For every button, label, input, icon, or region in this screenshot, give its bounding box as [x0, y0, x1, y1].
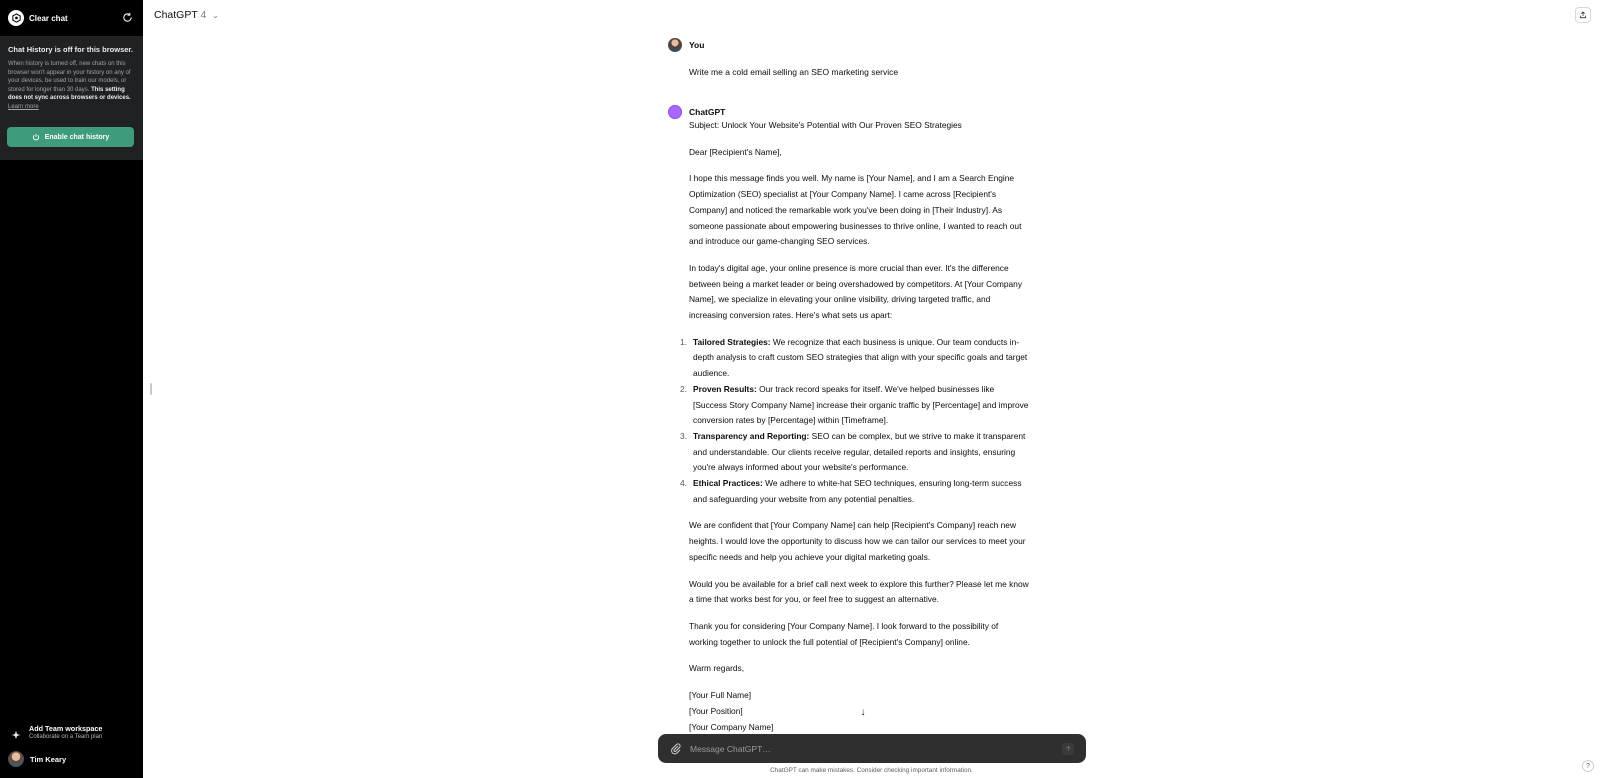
user-name: Tim Keary [30, 754, 67, 764]
openai-logo-icon [8, 10, 24, 26]
enable-chat-history-button[interactable] [7, 127, 134, 147]
email-paragraph: I hope this message finds you well. My name is [Your Name], and I am a Search Engine Optimization (SEO) specialist at [Your Company Name]. I came across [Recipient's Company] and noticed the remarkable work you've been doing in [Their Industry]. As someone passionate about empowering businesses to thrive online, I wanted to reach out and introduce our game-changing SEO services. [689, 173, 1022, 247]
history-notice-body: When history is turned off, new chats on this browser won't appear in your history on any of your devices, be used to train our models, or stored for longer than 30 days. [8, 61, 131, 93]
conversation [668, 37, 1029, 732]
sidebar [0, 0, 143, 778]
refresh-icon[interactable] [122, 12, 133, 23]
email-paragraph: We are confident that [Your Company Name] can help [Recipient's Company] reach new heights. I would love the opportunity to discuss how we can tailor our services to meet your specific needs and help you achieve your digital marketing goals. [689, 520, 1026, 562]
arrow-down-icon[interactable]: ↓ [860, 706, 866, 718]
assistant-message [668, 104, 1029, 732]
top-bar [143, 0, 1600, 30]
send-arrow-icon [1065, 745, 1072, 752]
new-chat-label[interactable]: Clear chat [29, 13, 68, 23]
model-selector[interactable] [154, 9, 219, 21]
send-button[interactable] [1062, 743, 1074, 755]
sidebar-resize-handle[interactable] [150, 383, 152, 395]
history-notice-title: Chat History is off for this browser. [8, 45, 134, 54]
list-item [680, 335, 1029, 382]
list-item-title: Ethical Practices: [693, 478, 763, 489]
signature-name: [Your Full Name] [689, 690, 752, 701]
model-version: 4 [200, 9, 207, 21]
assistant-avatar [668, 105, 682, 119]
list-number: 4. [680, 478, 687, 489]
assistant-message-header [668, 104, 1028, 119]
email-greeting: Dear [Recipient's Name], [689, 146, 782, 157]
list-item-title: Transparency and Reporting: [693, 430, 810, 441]
list-item-text: We adhere to white-hat SEO techniques, ensuring long-term success and safeguarding your website from any potential penalties. [693, 478, 1022, 504]
team-workspace-title: Add Team workspace [29, 724, 103, 733]
add-team-workspace[interactable] [8, 724, 102, 740]
user-avatar [8, 751, 24, 767]
list-number: 2. [680, 383, 687, 394]
email-subject: Subject: Unlock Your Website's Potential with Our Proven SEO Strategies [689, 120, 962, 130]
team-workspace-subtitle: Collaborate on a Team plan [29, 734, 103, 740]
user-menu[interactable] [8, 751, 66, 767]
sparkle-icon [11, 730, 21, 740]
list-item [680, 382, 1029, 429]
email-paragraph: In today's digital age, your online presence is more crucial than ever. It's the difference between being a market leader or being overshadowed by competitors. At [Your Company Name], we specialize in elevating your online visibility, driving targeted traffic, and increasing conversion rates. Here's what sets us apart: [689, 262, 1023, 321]
share-button[interactable] [1575, 7, 1591, 23]
model-name: ChatGPT [154, 9, 198, 21]
list-item-text: We recognize that each business is unique. Our team conducts in-depth analysis to craft custom SEO strategies that align with your specific goals and target audience. [693, 336, 1028, 379]
signature-position: [Your Position] [689, 705, 743, 716]
list-item-title: Proven Results: [693, 383, 757, 394]
list-item-text: Our track record speaks for itself. We've helped businesses like [Success Story Company Name] increase their organic traffic by [Percentage] and improve conversion rates by [Percentage] within [Timeframe]. [693, 383, 1029, 426]
assistant-author: ChatGPT [689, 106, 726, 117]
email-closing: Warm regards, [689, 663, 745, 674]
user-message: Write me a cold email selling an SEO marketing service [689, 67, 899, 77]
signature-company: [Your Company Name] [689, 721, 774, 732]
list-number: 1. [680, 336, 687, 347]
chevron-down-icon: ⌄ [212, 11, 219, 20]
assistant-message-body [680, 118, 1029, 735]
new-chat-row[interactable] [0, 0, 143, 36]
power-icon [32, 133, 40, 141]
message-input[interactable] [690, 744, 1062, 754]
email-paragraph: Thank you for considering [Your Company Name]. I look forward to the possibility of working together to unlock the full potential of [Recipient's Company] online. [689, 620, 999, 647]
user-message-header [668, 37, 1028, 52]
disclaimer: ChatGPT can make mistakes. Consider checking important information. [770, 767, 973, 774]
history-notice-text [8, 60, 135, 112]
enable-chat-history-label: Enable chat history [44, 133, 110, 141]
learn-more-link[interactable]: Learn more [8, 103, 39, 110]
user-message-avatar [668, 38, 682, 52]
user-author: You [689, 39, 705, 50]
email-list [680, 335, 1029, 508]
list-item [680, 476, 1029, 507]
list-number: 3. [680, 430, 687, 441]
message-composer [658, 734, 1086, 763]
email-paragraph: Would you be available for a brief call next week to explore this further? Please let me know a time that works best for you, or feel free to suggest an alternative. [689, 578, 1029, 605]
list-item-text: SEO can be complex, but we strive to make it transparent and understandable. Our clients receive regular, detailed reports and insights, ensuring you're always informed about your website's performance. [693, 430, 1026, 473]
history-notice-bold: This setting does not sync across browsers or devices. [8, 86, 131, 102]
list-item [680, 429, 1029, 476]
help-button[interactable]: ? [1582, 760, 1594, 772]
paperclip-icon[interactable] [670, 743, 682, 755]
list-item-title: Tailored Strategies: [693, 336, 771, 347]
share-icon [1579, 11, 1587, 19]
chat-history-notice [0, 36, 143, 160]
